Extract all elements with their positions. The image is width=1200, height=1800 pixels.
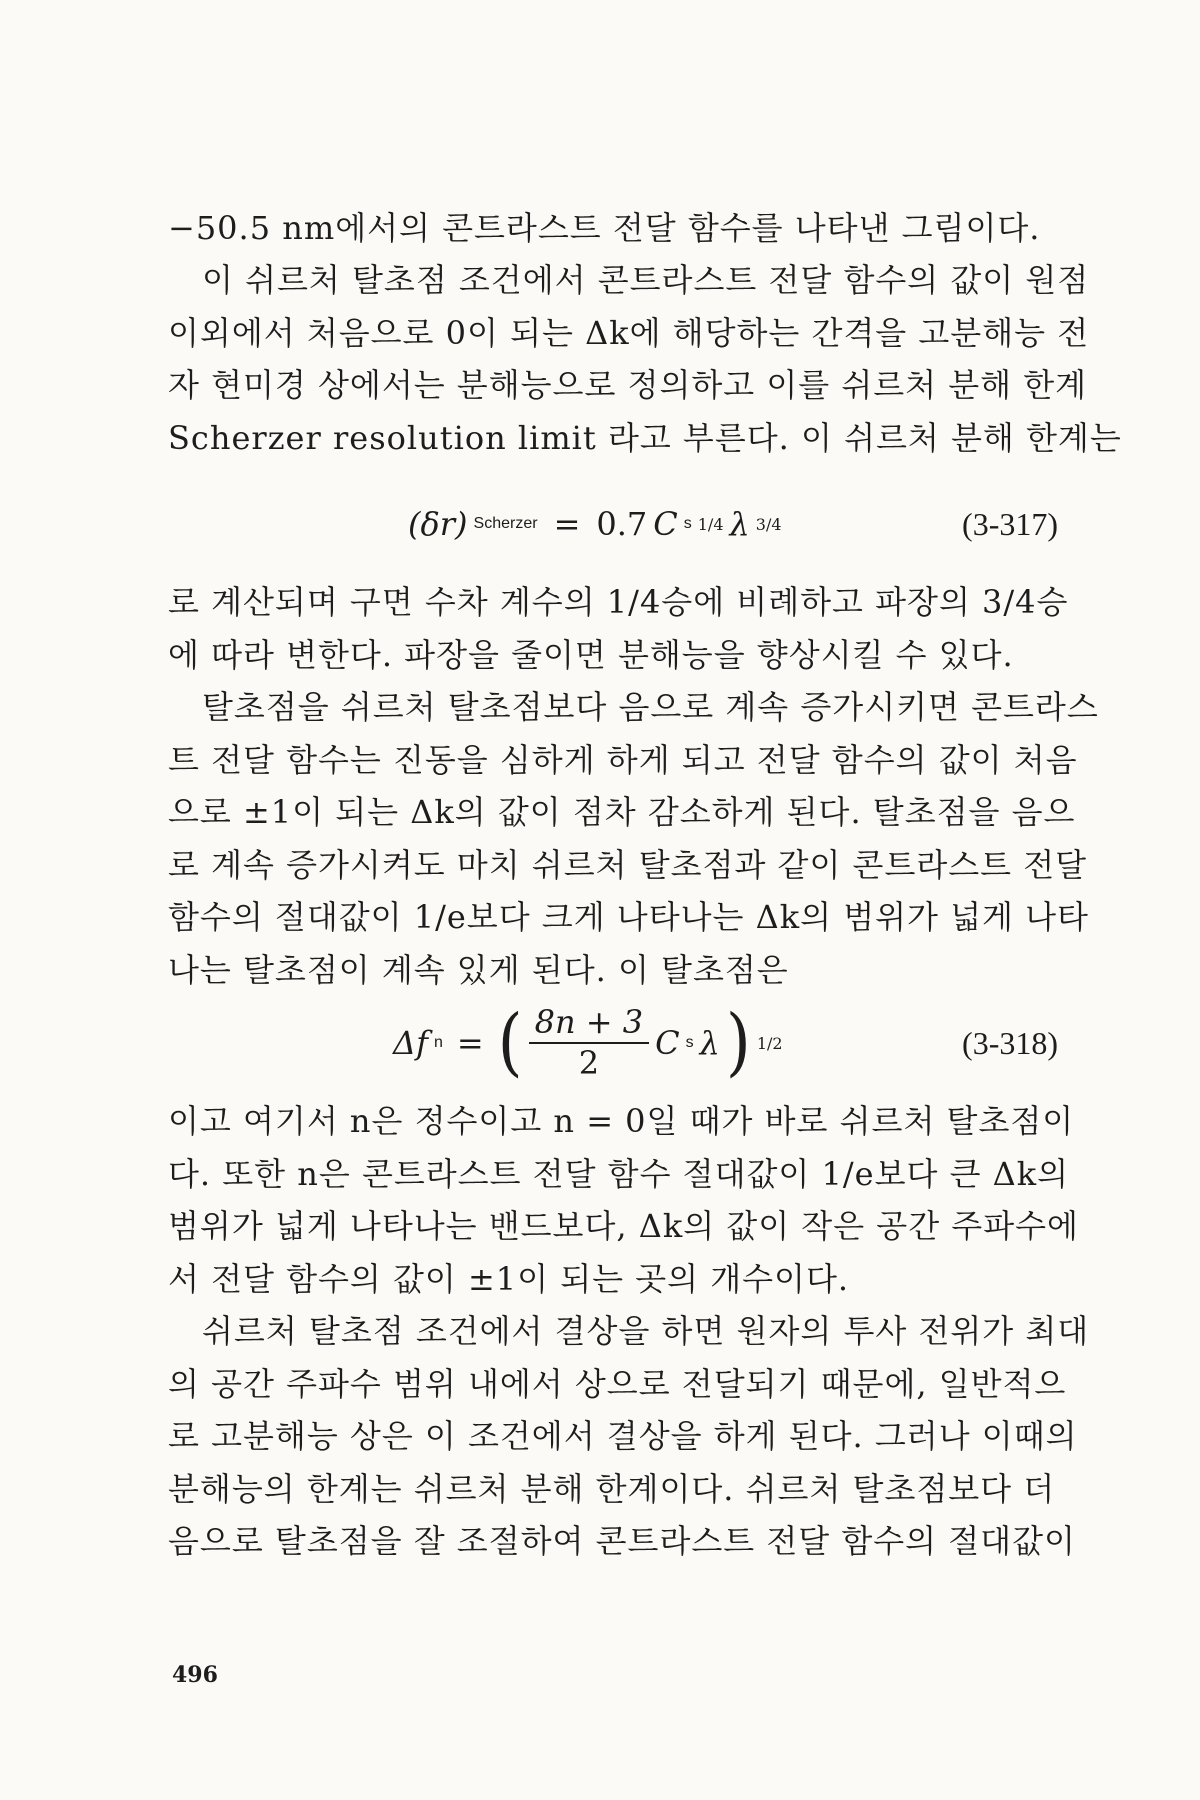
eq-fraction — [529, 1002, 649, 1082]
text-line: 탈초점을 쉬르처 탈초점보다 음으로 계속 증가시키면 콘트라스 — [202, 688, 1099, 726]
text-line: 이외에서 처음으로 0이 되는 Δk에 해당하는 간격을 고분해능 전 — [168, 313, 1090, 352]
eq-numerator: 8n + 3 — [529, 1005, 649, 1044]
paragraph-2 — [168, 254, 1122, 464]
text-line: 트 전달 함수는 진동을 심하게 하게 되고 전달 함수의 값이 처음 — [168, 740, 1078, 779]
text-line: Scherzer resolution limit 라고 부른다. 이 쉬르처 분해 한계는 — [168, 418, 1122, 457]
text-line: 자 현미경 상에서는 분해능으로 정의하고 이를 쉬르처 분해 한계 — [168, 366, 1088, 404]
equation-body — [393, 998, 783, 1088]
text-line: 이 쉬르처 탈초점 조건에서 콘트라스트 전달 함수의 값이 원점 — [202, 261, 1090, 299]
eq-lhs: (δr) — [408, 505, 468, 543]
equation-number: (3-317) — [962, 505, 1058, 542]
eq-cs: C — [655, 1024, 680, 1062]
text-line: 다. 또한 n은 콘트라스트 전달 함수 절대값이 1/e보다 큰 Δk의 — [168, 1154, 1070, 1193]
equation-3-318 — [168, 998, 1058, 1088]
text-line: 로 고분해능 상은 이 조건에서 결상을 하게 된다. 그러나 이때의 — [168, 1417, 1078, 1455]
text-line: 분해능의 한계는 쉬르처 분해 한계이다. 쉬르처 탈초점보다 더 — [168, 1469, 1056, 1508]
eq-equals: = — [456, 1024, 484, 1062]
text-line: 로 계속 증가시켜도 마치 쉬르처 탈초점과 같이 콘트라스트 전달 — [168, 845, 1088, 884]
left-paren-glyph: ( — [497, 1000, 523, 1086]
text-line: 쉬르처 탈초점 조건에서 결상을 하면 원자의 투사 전위가 최대 — [202, 1312, 1090, 1350]
eq-cs-subscript: s — [685, 1034, 694, 1051]
eq-denominator: 2 — [578, 1044, 600, 1082]
right-paren-glyph: ) — [725, 1000, 751, 1086]
eq-lhs-subscript: n — [433, 1034, 443, 1051]
text-line: −50.5 nm에서의 콘트라스트 전달 함수를 나타낸 그림이다. — [168, 209, 1041, 247]
text-line: 범위가 넓게 나타나는 밴드보다, Δk의 값이 작은 공간 주파수에 — [168, 1207, 1079, 1245]
text-line: 서 전달 함수의 값이 ±1이 되는 곳의 개수이다. — [168, 1259, 850, 1298]
eq-cs-exponent: 1/4 — [697, 514, 724, 534]
eq-cs: C — [653, 505, 678, 543]
eq-coefficient: 0.7 — [596, 505, 648, 543]
text-line: 의 공간 주파수 범위 내에서 상으로 전달되기 때문에, 일반적으 — [168, 1364, 1067, 1403]
page-number: 496 — [172, 1662, 218, 1688]
paragraph-6 — [168, 1305, 1090, 1568]
paragraph-5 — [168, 1095, 1079, 1305]
eq-lhs: Δf — [393, 1024, 428, 1062]
text-line: 로 계산되며 구면 수차 계수의 1/4승에 비례하고 파장의 3/4승 — [168, 583, 1069, 621]
paragraph-1 — [168, 202, 1058, 255]
paragraph-4 — [168, 681, 1099, 996]
text-line: 나는 탈초점이 계속 있게 된다. 이 탈초점은 — [168, 950, 789, 989]
text-line: 으로 ±1이 되는 Δk의 값이 점차 감소하게 된다. 탈초점을 음으 — [168, 793, 1076, 831]
eq-lambda-exponent: 3/4 — [755, 514, 782, 534]
text-line: 이고 여기서 n은 정수이고 n = 0일 때가 바로 쉬르처 탈초점이 — [168, 1102, 1075, 1140]
text-line: 음으로 탈초점을 잘 조절하여 콘트라스트 전달 함수의 절대값이 — [168, 1522, 1076, 1560]
text-line: 에 따라 변한다. 파장을 줄이면 분해능을 향상시킬 수 있다. — [168, 635, 1014, 674]
eq-lambda: λ — [699, 1024, 720, 1062]
eq-cs-subscript: s — [683, 515, 692, 532]
eq-lhs-subscript: Scherzer — [473, 515, 538, 532]
eq-equals: = — [553, 505, 581, 543]
paragraph-3 — [168, 576, 1069, 681]
equation-number: (3-318) — [962, 1024, 1058, 1061]
equation-3-317 — [168, 494, 1058, 554]
equation-body — [408, 494, 782, 554]
text-line: 함수의 절대값이 1/e보다 크게 나타나는 Δk의 범위가 넓게 나타 — [168, 898, 1089, 936]
eq-lambda: λ — [729, 505, 750, 543]
eq-exponent: 1/2 — [756, 1033, 783, 1053]
